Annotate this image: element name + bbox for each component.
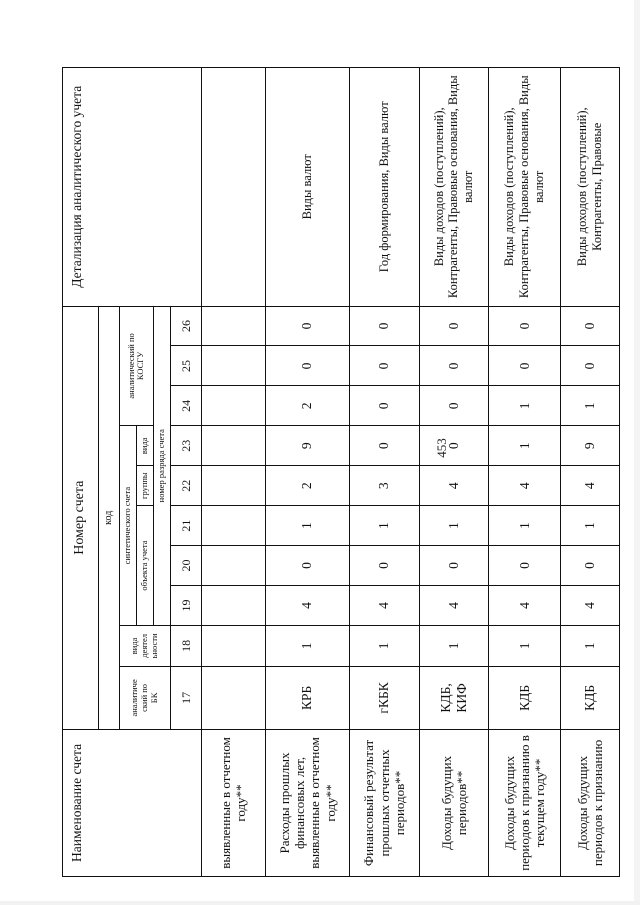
account-name-cell: Доходы будущих периодов к признанию xyxy=(560,729,619,876)
digit-cell: 21 xyxy=(170,506,202,546)
code-cell: 2 xyxy=(265,386,349,426)
code-cell: КДБ xyxy=(489,666,561,729)
detail-cell: Виды доходов (поступлений), Контрагенты, Правовые основания, Виды валют xyxy=(489,68,561,307)
header-group: группы xyxy=(136,466,153,506)
code-cell xyxy=(202,386,265,426)
code-cell: 0 xyxy=(349,426,419,466)
digit-cell: 22 xyxy=(170,466,202,506)
account-name-cell: Доходы будущих периодов** xyxy=(419,729,489,876)
code-cell xyxy=(202,426,265,466)
header-activity-type: вида деятел ьности xyxy=(119,625,170,666)
digit-cell: 25 xyxy=(170,346,202,386)
code-cell: 0 xyxy=(419,546,489,586)
code-cell: 4 xyxy=(560,586,619,626)
code-cell: 0 xyxy=(560,306,619,346)
digit-cell: 20 xyxy=(170,546,202,586)
code-cell: 0 xyxy=(349,546,419,586)
table-row xyxy=(560,68,619,877)
code-cell: 1 xyxy=(419,506,489,546)
header-account-object: объекта учета xyxy=(136,506,153,626)
account-name-cell: Расходы прошлых финансовых лет, выявленные в отчетном году** xyxy=(265,729,349,876)
code-cell: КДБ xyxy=(560,666,619,729)
code-cell xyxy=(202,625,265,666)
header-digit-number: номер разряда счета xyxy=(153,306,170,625)
code-cell: 4 xyxy=(349,586,419,626)
code-cell: 0 xyxy=(560,546,619,586)
code-cell: 0 xyxy=(349,306,419,346)
code-cell: 9 xyxy=(265,426,349,466)
code-cell: 4 xyxy=(419,466,489,506)
code-cell: КДБ, КИФ xyxy=(419,666,489,729)
header-account-number: Номер счета xyxy=(63,306,99,729)
header-detail: Детализация аналитического учета xyxy=(63,68,202,307)
code-cell: 1 xyxy=(489,426,561,466)
code-cell xyxy=(202,466,265,506)
page-number: 453 xyxy=(433,438,449,458)
code-cell xyxy=(202,306,265,346)
code-cell xyxy=(202,506,265,546)
code-cell: 0 xyxy=(419,306,489,346)
detail-cell: Виды доходов (поступлений), Контрагенты, Правовые основания, Виды валют xyxy=(419,68,489,307)
digit-cell: 26 xyxy=(170,306,202,346)
code-cell xyxy=(202,546,265,586)
code-cell: 9 xyxy=(560,426,619,466)
code-cell: 0 xyxy=(419,346,489,386)
table-row xyxy=(202,68,265,877)
code-cell: 0 xyxy=(560,346,619,386)
account-name-cell: выявленные в отчетном году** xyxy=(202,729,265,876)
code-cell xyxy=(202,666,265,729)
code-cell: 2 xyxy=(265,466,349,506)
code-cell: 1 xyxy=(265,506,349,546)
header-synthetic: синтетического счета xyxy=(119,426,136,626)
code-cell: 1 xyxy=(489,506,561,546)
detail-cell xyxy=(202,68,265,307)
code-cell: 0 xyxy=(489,346,561,386)
detail-cell: Виды доходов (поступлений), Контрагенты, Правовые xyxy=(560,68,619,307)
code-cell: 1 xyxy=(349,506,419,546)
code-cell: 0 xyxy=(349,346,419,386)
code-cell: гКБК xyxy=(349,666,419,729)
code-cell: 4 xyxy=(265,586,349,626)
table-row xyxy=(489,68,561,877)
account-name-cell: Доходы будущих периодов к признанию в текущем году** xyxy=(489,729,561,876)
header-row-1 xyxy=(63,68,99,877)
scan-edge-bottom xyxy=(0,901,640,905)
code-cell: 1 xyxy=(265,625,349,666)
code-cell: 0 xyxy=(489,546,561,586)
code-cell: 4 xyxy=(489,586,561,626)
accounts-table xyxy=(62,67,620,877)
scan-edge-right xyxy=(634,0,640,905)
code-cell: 1 xyxy=(349,625,419,666)
code-cell: 1 xyxy=(489,386,561,426)
digit-cell: 23 xyxy=(170,426,202,466)
code-cell xyxy=(202,346,265,386)
code-cell: 1 xyxy=(419,625,489,666)
code-cell: 4 xyxy=(489,466,561,506)
code-cell: 0 xyxy=(419,386,489,426)
rotated-table-wrapper xyxy=(62,67,620,877)
header-analytic-kosgu: аналитический по КОСГУ xyxy=(119,306,153,426)
code-cell: 1 xyxy=(489,625,561,666)
header-kind: вида xyxy=(136,426,153,466)
table-row xyxy=(349,68,419,877)
code-cell: 4 xyxy=(419,586,489,626)
code-cell: 0 xyxy=(265,346,349,386)
digit-cell: 17 xyxy=(170,666,202,729)
account-name-cell: Финансовый результат прошлых отчетных периодов** xyxy=(349,729,419,876)
digit-cell: 24 xyxy=(170,386,202,426)
detail-cell: Год формирования, Виды валют xyxy=(349,68,419,307)
header-account-name: Наименование счета xyxy=(63,729,202,876)
code-cell: 3 xyxy=(349,466,419,506)
code-cell: 4 xyxy=(560,466,619,506)
detail-cell: Виды валют xyxy=(265,68,349,307)
code-cell: 0 xyxy=(419,426,489,466)
code-cell: 0 xyxy=(265,546,349,586)
code-cell xyxy=(202,586,265,626)
code-cell: 0 xyxy=(265,306,349,346)
table-row xyxy=(419,68,489,877)
code-cell: 0 xyxy=(349,386,419,426)
digit-cell: 19 xyxy=(170,586,202,626)
table-row xyxy=(265,68,349,877)
digit-cell: 18 xyxy=(170,625,202,666)
code-cell: 1 xyxy=(560,625,619,666)
header-analytic-bk: аналитиче ский по БК xyxy=(119,666,170,729)
code-cell: 1 xyxy=(560,506,619,546)
header-code: код xyxy=(98,306,119,729)
code-cell: 0 xyxy=(489,306,561,346)
code-cell: 1 xyxy=(560,386,619,426)
code-cell: КРБ xyxy=(265,666,349,729)
